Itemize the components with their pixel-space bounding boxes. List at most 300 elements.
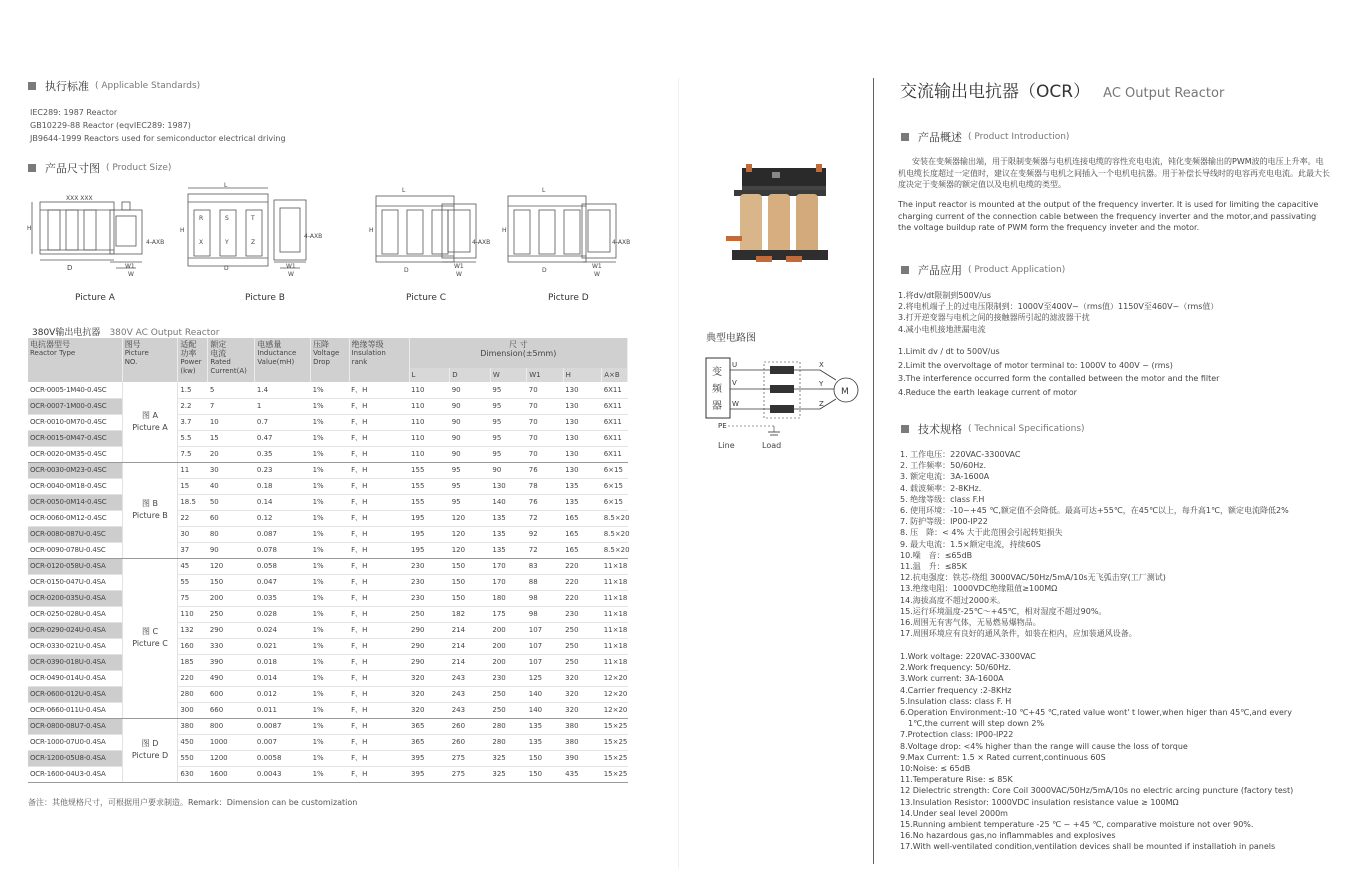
cell-inductance: 0.021 xyxy=(255,638,311,654)
spec-en-item: 12 Dielectric strength: Core Coil 3000VAC/50Hz/5mA/10s no electric arcing puncture (factory test) xyxy=(900,786,1294,796)
intro-heading xyxy=(901,129,1069,145)
cell-picture-group xyxy=(122,382,178,462)
cell-w1: 88 xyxy=(527,574,563,590)
cell-power: 280 xyxy=(178,686,208,702)
svg-text:D: D xyxy=(404,267,409,274)
cell-inductance: 0.0043 xyxy=(255,766,311,782)
spec-cn-item: 3. 额定电流：3A-1600A xyxy=(900,472,990,482)
cell-h: 220 xyxy=(563,590,602,606)
table-row xyxy=(28,398,628,414)
cell-l: 110 xyxy=(409,430,450,446)
cell-drop: 1% xyxy=(311,718,350,734)
cell-current: 800 xyxy=(208,718,255,734)
product-size-heading xyxy=(28,160,171,176)
cell-w1: 107 xyxy=(527,638,563,654)
cell-inductance: 0.14 xyxy=(255,494,311,510)
svg-text:4-AXB: 4-AXB xyxy=(612,239,631,246)
cell-current: 1000 xyxy=(208,734,255,750)
cell-power: 18.5 xyxy=(178,494,208,510)
cell-inductance: 0.028 xyxy=(255,606,311,622)
cell-power: 5.5 xyxy=(178,430,208,446)
cell-current: 660 xyxy=(208,702,255,718)
th-dim-col: D xyxy=(450,368,491,382)
table-row xyxy=(28,702,628,718)
cell-l: 395 xyxy=(409,750,450,766)
cell-h: 320 xyxy=(563,670,602,686)
svg-text:W1: W1 xyxy=(125,263,135,270)
cell-current: 15 xyxy=(208,430,255,446)
cell-axb: 11×18 xyxy=(602,638,628,654)
cell-d: 275 xyxy=(450,750,491,766)
svg-text:4-AXB: 4-AXB xyxy=(472,239,491,246)
cell-current: 10 xyxy=(208,414,255,430)
cell-w1: 70 xyxy=(527,446,563,462)
cell-current: 30 xyxy=(208,462,255,478)
cell-w1: 83 xyxy=(527,558,563,574)
cell-power: 2.2 xyxy=(178,398,208,414)
cell-h: 320 xyxy=(563,702,602,718)
cell-axb: 15×25 xyxy=(602,718,628,734)
cell-power: 7.5 xyxy=(178,446,208,462)
table-row xyxy=(28,686,628,702)
cell-power: 110 xyxy=(178,606,208,622)
cell-drop: 1% xyxy=(311,526,350,542)
cell-current: 390 xyxy=(208,654,255,670)
cell-d: 182 xyxy=(450,606,491,622)
cell-current: 20 xyxy=(208,446,255,462)
svg-text:T: T xyxy=(251,215,255,222)
cell-inductance: 0.0058 xyxy=(255,750,311,766)
dimension-drawings xyxy=(26,180,646,285)
cell-inductance: 0.011 xyxy=(255,702,311,718)
cell-insulation: F、H xyxy=(349,702,409,718)
cell-drop: 1% xyxy=(311,398,350,414)
cell-d: 243 xyxy=(450,670,491,686)
specs-heading xyxy=(901,421,1085,437)
svg-text:XXX XXX: XXX XXX xyxy=(66,195,93,202)
cell-current: 5 xyxy=(208,382,255,398)
cell-d: 95 xyxy=(450,478,491,494)
spec-en-item: 17.With well-ventilated condition,ventilation devices shall be mounted if installatioh in panels xyxy=(900,842,1276,852)
cell-h: 390 xyxy=(563,750,602,766)
cell-w1: 78 xyxy=(527,478,563,494)
svg-text:4-AXB: 4-AXB xyxy=(146,239,165,246)
cell-drop: 1% xyxy=(311,478,350,494)
cell-axb: 15×25 xyxy=(602,750,628,766)
cell-w: 170 xyxy=(490,574,526,590)
svg-text:H: H xyxy=(369,227,374,234)
svg-text:器: 器 xyxy=(712,401,722,412)
cell-d: 260 xyxy=(450,718,491,734)
table-row xyxy=(28,670,628,686)
table-row xyxy=(28,430,628,446)
application-cn-item: 4.减小电机接地泄漏电流 xyxy=(898,324,986,334)
svg-text:W: W xyxy=(128,271,134,278)
cell-w1: 70 xyxy=(527,382,563,398)
cell-d: 243 xyxy=(450,686,491,702)
application-cn-item: 3.打开逆变器与电机之间的接触器所引起的滤波器干扰 xyxy=(898,313,1090,323)
th-power: 适配 功率 Power (kw) xyxy=(178,338,208,382)
svg-text:D: D xyxy=(542,267,547,274)
cell-l: 155 xyxy=(409,494,450,510)
cell-power: 22 xyxy=(178,510,208,526)
cell-h: 135 xyxy=(563,494,602,510)
cell-model: OCR-0390-018U-0.4SA xyxy=(28,654,122,670)
cell-insulation: F、H xyxy=(349,446,409,462)
cell-l: 110 xyxy=(409,414,450,430)
cell-inductance: 0.007 xyxy=(255,734,311,750)
svg-text:Line: Line xyxy=(718,441,735,450)
reactor-spec-table xyxy=(28,338,628,783)
cell-w: 200 xyxy=(490,638,526,654)
spec-cn-item: 9. 最大电流：1.5×额定电流，持续60S xyxy=(900,539,1041,549)
intro-title-cn: 产品概述 xyxy=(918,131,962,144)
cell-power: 132 xyxy=(178,622,208,638)
table-row xyxy=(28,414,628,430)
svg-text:D: D xyxy=(224,265,229,272)
spec-cn-item: 6. 使用环境：-10~+45 ℃,额定值不会降低。最高可达+55℃，在45℃以上，每升高1℃，额定电流降低2% xyxy=(900,506,1289,516)
cell-l: 230 xyxy=(409,558,450,574)
cell-axb: 12×20 xyxy=(602,702,628,718)
svg-text:X: X xyxy=(819,361,824,369)
cell-axb: 12×20 xyxy=(602,686,628,702)
cell-model: OCR-0490-014U-0.4SA xyxy=(28,670,122,686)
spec-cn-item: 1. 工作电压：220VAC-3300VAC xyxy=(900,450,1021,459)
table-row xyxy=(28,526,628,542)
cell-drop: 1% xyxy=(311,622,350,638)
svg-text:PE: PE xyxy=(718,422,727,430)
cell-l: 110 xyxy=(409,398,450,414)
cell-h: 130 xyxy=(563,462,602,478)
cell-drop: 1% xyxy=(311,510,350,526)
spec-cn-item: 10.噪 音：≤65dB xyxy=(900,550,973,560)
cell-insulation: F、H xyxy=(349,494,409,510)
cell-h: 165 xyxy=(563,542,602,558)
cell-inductance: 0.018 xyxy=(255,654,311,670)
table-caption-cn: 380V输出电抗器 xyxy=(32,328,101,338)
spec-cn-item: 11.温 升：≤85K xyxy=(900,562,967,572)
cell-current: 7 xyxy=(208,398,255,414)
cell-w: 95 xyxy=(490,414,526,430)
cell-axb: 6X11 xyxy=(602,414,628,430)
cell-insulation: F、H xyxy=(349,430,409,446)
cell-w: 200 xyxy=(490,654,526,670)
application-en-list xyxy=(898,345,1219,399)
picture-group-en: Picture C xyxy=(132,639,168,648)
table-row xyxy=(28,446,628,462)
cell-inductance: 0.35 xyxy=(255,446,311,462)
cell-drop: 1% xyxy=(311,686,350,702)
cell-power: 75 xyxy=(178,590,208,606)
cell-l: 320 xyxy=(409,670,450,686)
picture-group-cn: 图 D xyxy=(141,739,159,748)
th-dim-col: L xyxy=(409,368,450,382)
cell-insulation: F、H xyxy=(349,462,409,478)
cell-w1: 70 xyxy=(527,430,563,446)
svg-text:Z: Z xyxy=(251,239,256,246)
intro-en: The input reactor is mounted at the output of the frequency inverter. It is used for limiting the capacitive charging current of the connection cable between the frequency inverter and the motor,and passivating the voltage buildup rate of PWM form the frequency inveter and the motor. xyxy=(898,200,1319,232)
cell-axb: 11×18 xyxy=(602,622,628,638)
cell-axb: 11×18 xyxy=(602,558,628,574)
cell-axb: 11×18 xyxy=(602,606,628,622)
cell-l: 365 xyxy=(409,718,450,734)
picture-group-cn: 图 B xyxy=(142,499,159,508)
cell-axb: 11×18 xyxy=(602,574,628,590)
cell-w: 250 xyxy=(490,702,526,718)
section-square-icon xyxy=(28,82,36,90)
cell-w: 200 xyxy=(490,622,526,638)
cell-d: 150 xyxy=(450,574,491,590)
svg-text:S: S xyxy=(225,215,229,222)
cell-w1: 72 xyxy=(527,510,563,526)
cell-model: OCR-0007-1M00-0.4SC xyxy=(28,398,122,414)
cell-w1: 76 xyxy=(527,462,563,478)
cell-w1: 92 xyxy=(527,526,563,542)
svg-text:X: X xyxy=(199,239,204,246)
svg-text:H: H xyxy=(27,225,32,232)
cell-power: 380 xyxy=(178,718,208,734)
cell-w: 140 xyxy=(490,494,526,510)
cell-w: 95 xyxy=(490,398,526,414)
cell-model: OCR-0250-028U-0.4SA xyxy=(28,606,122,622)
cell-drop: 1% xyxy=(311,430,350,446)
table-row xyxy=(28,638,628,654)
page-divider xyxy=(873,78,874,864)
spec-en-item: 5.Insulation class: class F. H xyxy=(900,696,1012,706)
svg-text:Y: Y xyxy=(819,380,824,388)
cell-d: 214 xyxy=(450,622,491,638)
cell-insulation: F、H xyxy=(349,638,409,654)
cell-l: 320 xyxy=(409,686,450,702)
cell-power: 37 xyxy=(178,542,208,558)
cell-picture-group xyxy=(122,462,178,558)
spec-en-item: 6.Operation Environment:-10 ℃+45 ℃,rated value wont' t lower,when higer than 45℃,and every xyxy=(900,708,1292,718)
table-row xyxy=(28,734,628,750)
svg-text:R: R xyxy=(199,215,204,222)
cell-inductance: 1.4 xyxy=(255,382,311,398)
cell-l: 290 xyxy=(409,638,450,654)
cell-current: 90 xyxy=(208,542,255,558)
spec-en-item: 13.Insulation Resistor: 1000VDC insulation resistance value ≥ 100MΩ xyxy=(900,797,1179,807)
typical-circuit-diagram xyxy=(700,352,865,454)
cell-l: 155 xyxy=(409,462,450,478)
cell-insulation: F、H xyxy=(349,382,409,398)
cell-w1: 140 xyxy=(527,702,563,718)
cell-drop: 1% xyxy=(311,462,350,478)
cell-w: 95 xyxy=(490,382,526,398)
cell-h: 220 xyxy=(563,558,602,574)
cell-drop: 1% xyxy=(311,702,350,718)
cell-current: 50 xyxy=(208,494,255,510)
application-cn-item: 1.将dv/dt限制到500V/us xyxy=(898,291,992,300)
cell-w: 135 xyxy=(490,510,526,526)
application-cn-list xyxy=(898,290,1218,335)
table-row xyxy=(28,766,628,782)
cell-d: 90 xyxy=(450,414,491,430)
application-title-cn: 产品应用 xyxy=(918,264,962,277)
cell-w: 175 xyxy=(490,606,526,622)
table-row xyxy=(28,622,628,638)
th-dim-col: W xyxy=(490,368,526,382)
cell-l: 110 xyxy=(409,446,450,462)
cell-inductance: 0.23 xyxy=(255,462,311,478)
table-row xyxy=(28,718,628,734)
spec-en-item: 11.Temperature Rise: ≤ 85K xyxy=(900,775,1013,785)
cell-power: 55 xyxy=(178,574,208,590)
cell-d: 120 xyxy=(450,526,491,542)
cell-insulation: F、H xyxy=(349,478,409,494)
spec-en-item: 1.Work voltage: 220VAC-3300VAC xyxy=(900,652,1036,661)
cell-model: OCR-0200-035U-0.4SA xyxy=(28,590,122,606)
th-current: 额定 电流 Rated Current(A) xyxy=(208,338,255,382)
cell-l: 195 xyxy=(409,526,450,542)
svg-text:Load: Load xyxy=(762,441,782,450)
cell-picture-group xyxy=(122,558,178,718)
picture-group-cn: 图 C xyxy=(141,627,159,636)
page-title-en: AC Output Reactor xyxy=(1103,86,1225,101)
application-heading xyxy=(901,262,1065,278)
cell-model: OCR-0030-0M23-0.4SC xyxy=(28,462,122,478)
svg-text:W: W xyxy=(288,271,294,278)
cell-d: 95 xyxy=(450,462,491,478)
cell-inductance: 0.0087 xyxy=(255,718,311,734)
cell-w: 325 xyxy=(490,766,526,782)
picture-a-drawing xyxy=(32,202,142,268)
cell-w: 95 xyxy=(490,430,526,446)
intro-title-en: ( Product Introduction) xyxy=(968,132,1070,142)
svg-text:Y: Y xyxy=(225,239,229,246)
cell-insulation: F、H xyxy=(349,590,409,606)
application-en-item: 3.The interference occurred form the contalled between the motor and the filter xyxy=(898,374,1220,383)
cell-drop: 1% xyxy=(311,734,350,750)
cell-drop: 1% xyxy=(311,750,350,766)
cell-h: 130 xyxy=(563,398,602,414)
cell-inductance: 0.18 xyxy=(255,478,311,494)
cell-d: 120 xyxy=(450,510,491,526)
cell-h: 250 xyxy=(563,654,602,670)
picture-group-en: Picture A xyxy=(132,422,168,432)
cell-power: 300 xyxy=(178,702,208,718)
cell-drop: 1% xyxy=(311,654,350,670)
table-row xyxy=(28,606,628,622)
spec-en-item: 14.Under seal level 2000m xyxy=(900,808,1008,818)
cell-h: 320 xyxy=(563,686,602,702)
cell-inductance: 0.7 xyxy=(255,414,311,430)
cell-w: 325 xyxy=(490,750,526,766)
cell-power: 30 xyxy=(178,526,208,542)
picture-group-en: Picture B xyxy=(132,511,168,520)
spec-cn-item: 16.周围无有害气体，无易燃易爆物品。 xyxy=(900,618,1041,628)
cell-w: 280 xyxy=(490,718,526,734)
standard-line: JB9644-1999 Reactors used for semiconductor electrical driving xyxy=(30,134,286,143)
cell-d: 90 xyxy=(450,382,491,398)
cell-w1: 150 xyxy=(527,766,563,782)
table-caption xyxy=(32,320,220,339)
cell-current: 330 xyxy=(208,638,255,654)
cell-h: 165 xyxy=(563,526,602,542)
cell-axb: 12×20 xyxy=(602,670,628,686)
cell-insulation: F、H xyxy=(349,718,409,734)
cell-h: 250 xyxy=(563,638,602,654)
specs-title-cn: 技术规格 xyxy=(918,423,962,436)
cell-inductance: 0.087 xyxy=(255,526,311,542)
svg-text:Z: Z xyxy=(819,400,824,408)
table-row xyxy=(28,542,628,558)
cell-h: 135 xyxy=(563,478,602,494)
svg-text:L: L xyxy=(542,187,546,194)
cell-l: 395 xyxy=(409,766,450,782)
cell-h: 165 xyxy=(563,510,602,526)
spec-cn-item: 8. 压 降：< 4% 大于此范围会引起转矩损失 xyxy=(900,528,1063,538)
cell-d: 214 xyxy=(450,638,491,654)
cell-picture-group xyxy=(122,718,178,782)
spec-cn-item: 13.绝缘电阻：1000VDC绝缘阻值≥100MΩ xyxy=(900,584,1058,594)
table-row xyxy=(28,590,628,606)
svg-text:V: V xyxy=(732,379,737,387)
cell-current: 1200 xyxy=(208,750,255,766)
picture-d-caption: Picture D xyxy=(548,293,589,303)
picture-a-caption: Picture A xyxy=(75,293,115,303)
application-en-item: 1.Limit dv / dt to 500V/us xyxy=(898,347,1000,356)
cell-model: OCR-1200-05U8-0.4SA xyxy=(28,750,122,766)
spec-cn-item: 4. 载波频率：2-8KHz. xyxy=(900,483,982,493)
cell-w1: 107 xyxy=(527,622,563,638)
cell-w1: 135 xyxy=(527,734,563,750)
spec-cn-item: 5. 绝缘等级：class F.H xyxy=(900,494,985,504)
cell-inductance: 0.024 xyxy=(255,622,311,638)
cell-inductance: 0.035 xyxy=(255,590,311,606)
th-dim-col: H xyxy=(563,368,602,382)
cell-w: 130 xyxy=(490,478,526,494)
cell-power: 11 xyxy=(178,462,208,478)
cell-w: 180 xyxy=(490,590,526,606)
svg-text:频: 频 xyxy=(712,384,722,395)
standards-title-en: ( Applicable Standards) xyxy=(95,81,201,91)
picture-c-caption: Picture C xyxy=(406,293,447,303)
spec-en-item: 7.Protection class: IP00-IP22 xyxy=(900,730,1014,740)
section-square-icon xyxy=(28,164,36,172)
cell-model: OCR-0010-0M70-0.4SC xyxy=(28,414,122,430)
cell-model: OCR-0150-047U-0.4SA xyxy=(28,574,122,590)
section-square-icon xyxy=(901,133,909,141)
table-note: 备注：其他规格尺寸，可根据用户要求制造。Remark：Dimension can be customization xyxy=(28,798,358,807)
cell-h: 380 xyxy=(563,734,602,750)
svg-text:W1: W1 xyxy=(286,263,296,270)
cell-axb: 8.5×20 xyxy=(602,542,628,558)
table-row xyxy=(28,654,628,670)
cell-model: OCR-0015-0M47-0.4SC xyxy=(28,430,122,446)
cell-inductance: 0.014 xyxy=(255,670,311,686)
th-inductance: 电感量 Inductance Value(mH) xyxy=(255,338,311,382)
cell-h: 130 xyxy=(563,382,602,398)
cell-current: 40 xyxy=(208,478,255,494)
cell-w1: 107 xyxy=(527,654,563,670)
cell-power: 15 xyxy=(178,478,208,494)
cell-drop: 1% xyxy=(311,590,350,606)
table-caption-en: 380V AC Output Reactor xyxy=(109,328,220,338)
svg-text:W: W xyxy=(456,271,462,278)
cell-model: OCR-0290-024U-0.4SA xyxy=(28,622,122,638)
cell-axb: 8.5×20 xyxy=(602,510,628,526)
cell-l: 195 xyxy=(409,510,450,526)
section-square-icon xyxy=(901,266,909,274)
cell-insulation: F、H xyxy=(349,414,409,430)
spec-cn-item: 7. 防护等级：IP00-IP22 xyxy=(900,517,988,527)
cell-power: 185 xyxy=(178,654,208,670)
cell-drop: 1% xyxy=(311,638,350,654)
cell-model: OCR-0060-0M12-0.4SC xyxy=(28,510,122,526)
th-dim-col: W1 xyxy=(527,368,563,382)
